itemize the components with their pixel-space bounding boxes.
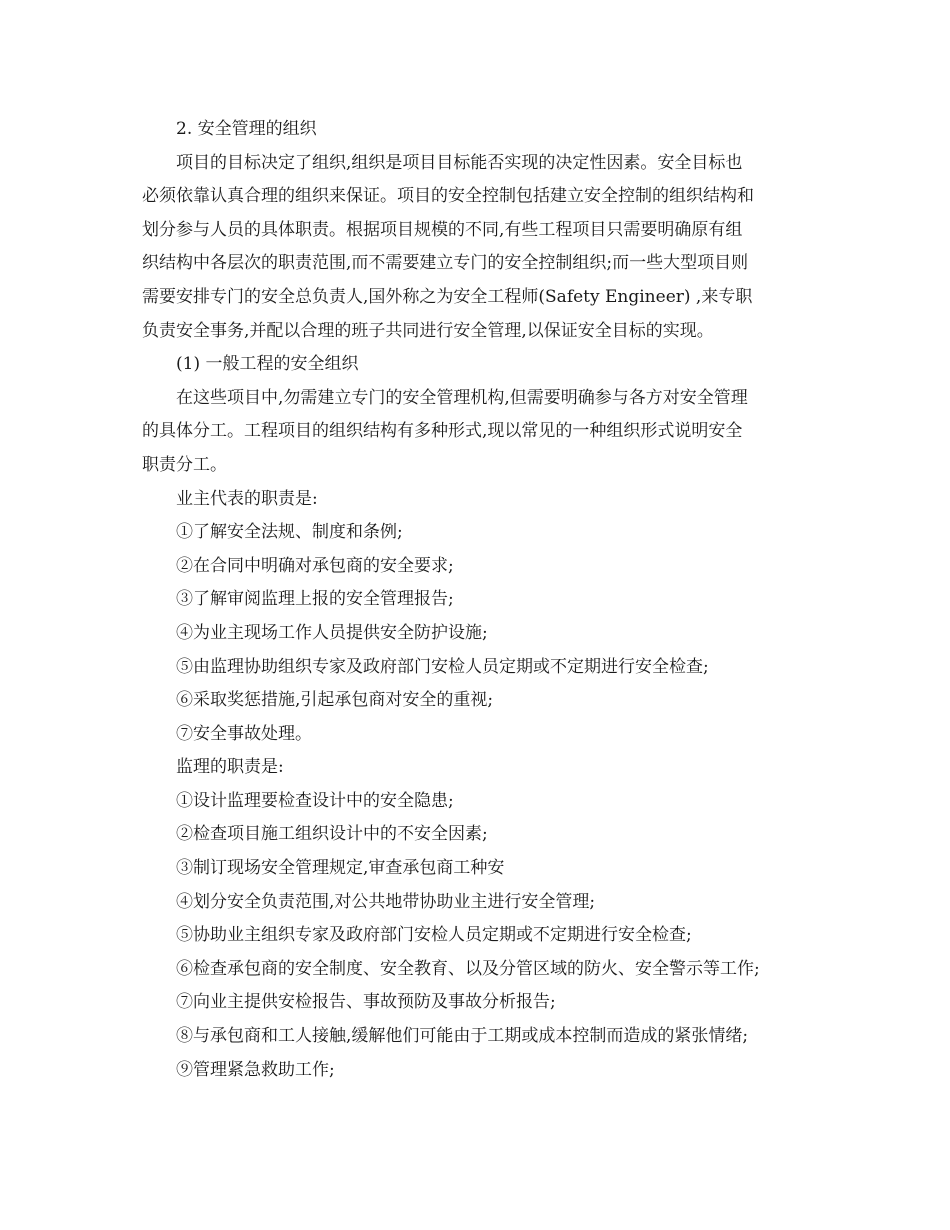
paragraph-organization [142, 147, 822, 349]
list-item: ⑦向业主提供安检报告、事故预防及事故分析报告; [176, 992, 556, 1013]
subheading-general-project: (1) 一般工程的安全组织 [176, 354, 359, 375]
paragraph-line: 职责分工。 [142, 454, 227, 475]
paragraph-general-project [142, 382, 822, 483]
list-item: ⑧与承包商和工人接触,缓解他们可能由于工期或成本控制而造成的紧张情绪; [176, 1026, 749, 1047]
list-item: ②在合同中明确对承包商的安全要求; [176, 555, 454, 576]
list-item: ①设计监理要检查设计中的安全隐患; [176, 790, 454, 811]
list-item: ⑤由监理协助组织专家及政府部门安检人员定期或不定期进行安全检查; [176, 656, 709, 677]
list-item: ⑤协助业主组织专家及政府部门安检人员定期或不定期进行安全检查; [176, 925, 692, 946]
supervisor-heading: 监理的职责是: [176, 757, 284, 778]
list-item: ③了解审阅监理上报的安全管理报告; [176, 589, 454, 610]
paragraph-line: 划分参与人员的具体职责。根据项目规模的不同,有些工程项目只需要明确原有组 [142, 219, 743, 240]
section-heading: 2. 安全管理的组织 [176, 119, 317, 139]
paragraph-line: 负责安全事务,并配以合理的班子共同进行安全管理,以保证安全目标的实现。 [142, 320, 714, 341]
paragraph-line: 织结构中各层次的职责范围,而不需要建立专门的安全控制组织;而一些大型项目则 [142, 253, 749, 274]
paragraph-line: 必须依靠认真合理的组织来保证。项目的安全控制包括建立安全控制的组织结构和 [142, 186, 754, 207]
document-body [142, 113, 822, 1087]
paragraph-line: 的具体分工。工程项目的组织结构有多种形式,现以常见的一种组织形式说明安全 [142, 421, 743, 442]
list-item: ④划分安全负责范围,对公共地带协助业主进行安全管理; [176, 891, 596, 912]
paragraph-line: 项目的目标决定了组织,组织是项目目标能否实现的决定性因素。安全目标也 [176, 152, 743, 173]
list-item: ③制订现场安全管理规定,审查承包商工种安 [176, 858, 505, 879]
list-item: ⑦安全事故处理。 [176, 723, 312, 744]
list-item: ①了解安全法规、制度和条例; [176, 522, 403, 543]
owner-rep-duty-list [142, 516, 822, 751]
list-item: ④为业主现场工作人员提供安全防护设施; [176, 622, 488, 643]
list-item: ②检查项目施工组织设计中的不安全因素; [176, 824, 488, 845]
paragraph-line: 在这些项目中,勿需建立专门的安全管理机构,但需要明确参与各方对安全管理 [176, 387, 748, 408]
owner-rep-heading: 业主代表的职责是: [176, 488, 318, 509]
supervisor-duty-list [142, 785, 822, 1087]
paragraph-line: 需要安排专门的安全总负责人,国外称之为安全工程师(Safety Engineer) ,来专职 [142, 286, 753, 307]
list-item: ⑥检查承包商的安全制度、安全教育、以及分管区域的防火、安全警示等工作; [176, 958, 760, 979]
list-item: ⑨管理紧急救助工作; [176, 1059, 335, 1080]
list-item: ⑥采取奖惩措施,引起承包商对安全的重视; [176, 690, 494, 711]
